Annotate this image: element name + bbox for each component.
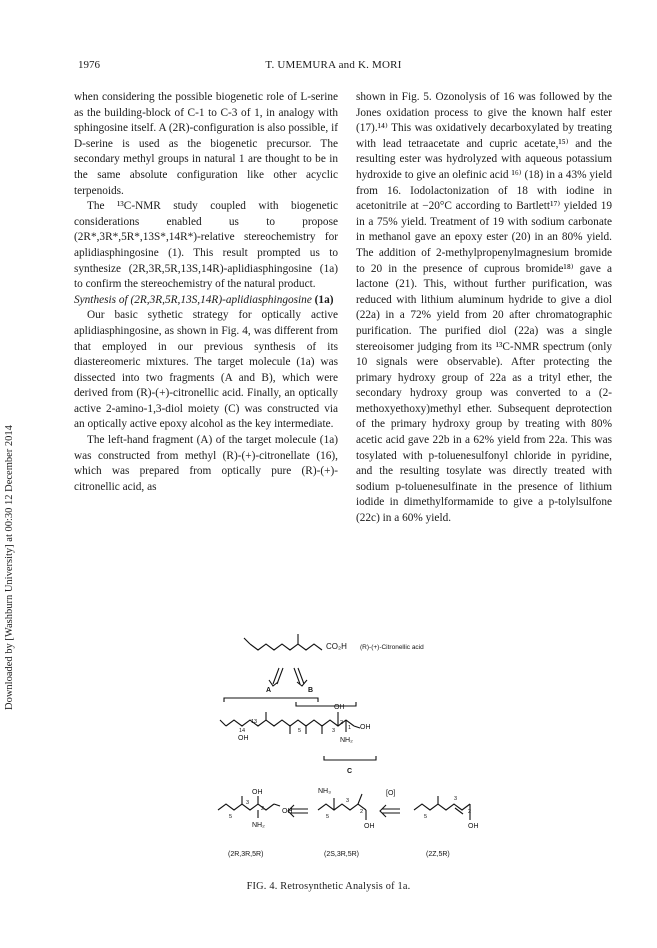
num-2: 2 [340, 720, 344, 726]
paragraph: The ¹³C-NMR study coupled with biogenetic considerations enabled us to propose (2R*,3R*,5R*,13S*,14R*)-relative stereochemistry for aplidiasphingosine (1). This result prompted us to synthesize (2R,3R,5R,13S,14R)-aplidiasphingosine (1a) to confirm the stereochemistry of the natural product. [74, 200, 338, 291]
left-column [74, 90, 338, 495]
page-number: 1976 [78, 59, 100, 71]
oh-label-mid: OH [364, 823, 375, 830]
oh-label-c14: OH [238, 735, 249, 742]
allylic-alcohol-skeleton [414, 804, 470, 810]
page-header [78, 59, 589, 75]
section-heading-ref: (1a) [314, 293, 334, 306]
num-14: 14 [239, 728, 246, 734]
num-1: 1 [348, 725, 352, 731]
citronellic-acid-label: (R)-(+)-Citronellic acid [360, 644, 424, 651]
section-heading-text: Synthesis of (2R,3R,5R,13S,14R)-aplidiasphingosine [74, 293, 312, 306]
paragraph: when considering the possible biogenetic role of L-serine as the building-block of C-1 to C-3 of 1, in analogy with sphingosine itself. A (2R)-configuration is also possible, if D-serine is used as the biogenetic precursor. The secondary methyl groups in natural 1 are thought to be in the same absolute configuration like other acyclic terpenoids. [74, 91, 338, 197]
co2h-label: CO₂H [326, 642, 347, 651]
oh-label-right: OH [360, 724, 371, 731]
num-2-right: 2 [468, 809, 472, 815]
num-3-mid: 3 [346, 798, 350, 804]
num-2-left: 2 [261, 806, 265, 812]
nh2-label-target: NH₂ [340, 737, 353, 744]
stereo-label-right: (2Z,5R) [426, 851, 450, 858]
num-3-left: 3 [246, 800, 250, 806]
stereo-label-mid: (2S,3R,5R) [324, 851, 360, 858]
fragment-b-label: B [308, 687, 314, 694]
nh2-label-left: NH₂ [252, 822, 265, 829]
oh-label-left-end: OH [282, 808, 293, 815]
right-column [356, 90, 612, 527]
stereo-label-left: (2R,3R,5R) [228, 851, 264, 858]
num-5: 5 [298, 728, 302, 734]
num-2-mid: 2 [360, 809, 364, 815]
target-skeleton [226, 720, 354, 726]
num-5-right: 5 [424, 814, 428, 820]
citronellic-acid-skeleton [250, 644, 322, 650]
running-head: T. UMEMURA and K. MORI [265, 59, 402, 71]
num-3: 3 [332, 728, 336, 734]
oh-label-right-product: OH [468, 823, 479, 830]
paragraph: shown in Fig. 5. Ozonolysis of 16 was followed by the Jones oxidation process to give the known half ester (17).¹⁴⁾ This was oxidatively decarboxylated by treating with lead tetraacetate and cupric acetate,¹⁵⁾ and the resulting ester was hydrolyzed with aqueous potassium hydroxide to give an olefinic acid ¹⁶⁾ (18) in a 43% yield from 16. Iodolactonization of 18 with iodine in acetonitrile at −20°C according to Bartlett¹⁷⁾ yielded 19 in a 75% yield. Treatment of 19 with sodium carbonate in methanol gave an epoxy ester (20) in an 80% yield. The addition of 2-methylpropenylmagnesium bromide to 20 in the presence of cuprous bromide¹⁸⁾ gave a lactone (21). This, without further purification, was reduced with lithium aluminum hydride to give a diol (22a) in a 72% yield from 20 after chromatographic purification. The purified diol (22a) was a single stereoisomer judging from its ¹³C-NMR spectrum (only 10 signals were observable). After protecting the primary hydroxy group of 22a as a trityl ether, the secondary hydroxy group was converted to a (2-methoxyethoxy)methyl ether. Subsequent deprotection of the primary hydroxy group by treating with 80% acetic acid gave 22b in a 62% yield from 22a. This was tosylated with p-toluenesulfonyl chloride in pyridine, and the resulting tosylate was directly treated with sodium p-toluenesulfinate in the presence of lithium iodide in dimethylformamide to give a p-tolylsulfone (22c) in a 60% yield. [356, 91, 612, 525]
num-5-left: 5 [229, 814, 233, 820]
nh3-label: NH₃ [318, 788, 331, 795]
paragraph: Our basic sythetic strategy for optically active aplidiasphingosine, as shown in Fig. 4, was different from that employed in our previous synthesis of its diastereomeric mixtures. The target molecule (1a) was dissected into two fragments (A and B), which were derived from (R)-(+)-citronellic acid. Finally, an optically active 2-amino-1,3-diol moiety (C) was constructed via an optically active epoxy alcohol as the key intermediate. [74, 309, 338, 431]
bracket-c [324, 756, 376, 760]
oxidation-label: [O] [386, 790, 396, 797]
download-notice: Downloaded by [Washburn University] at 00:30 12 December 2014 [4, 425, 15, 710]
section-heading [74, 293, 338, 309]
paragraph: The left-hand fragment (A) of the target molecule (1a) was constructed from methyl (R)-(+)-citronellate (16), which was prepared from optically pure (R)-(+)-citronellic acid, as [74, 434, 338, 493]
fragment-a-label: A [266, 687, 272, 694]
bracket-b [296, 702, 356, 706]
retrosynthesis-scheme [200, 628, 520, 868]
retrosynthesis-figure [200, 628, 520, 868]
figure-caption: FIG. 4. Retrosynthetic Analysis of 1a. [246, 881, 411, 892]
bracket-a [224, 698, 318, 702]
oh-label-top: OH [334, 704, 345, 711]
oh-label-left: OH [252, 789, 263, 796]
num-3-right: 3 [454, 796, 458, 802]
epoxy-skeleton [318, 804, 366, 810]
num-13: 13 [251, 719, 258, 725]
num-5-mid: 5 [326, 814, 330, 820]
fragment-c-label: C [347, 768, 353, 775]
